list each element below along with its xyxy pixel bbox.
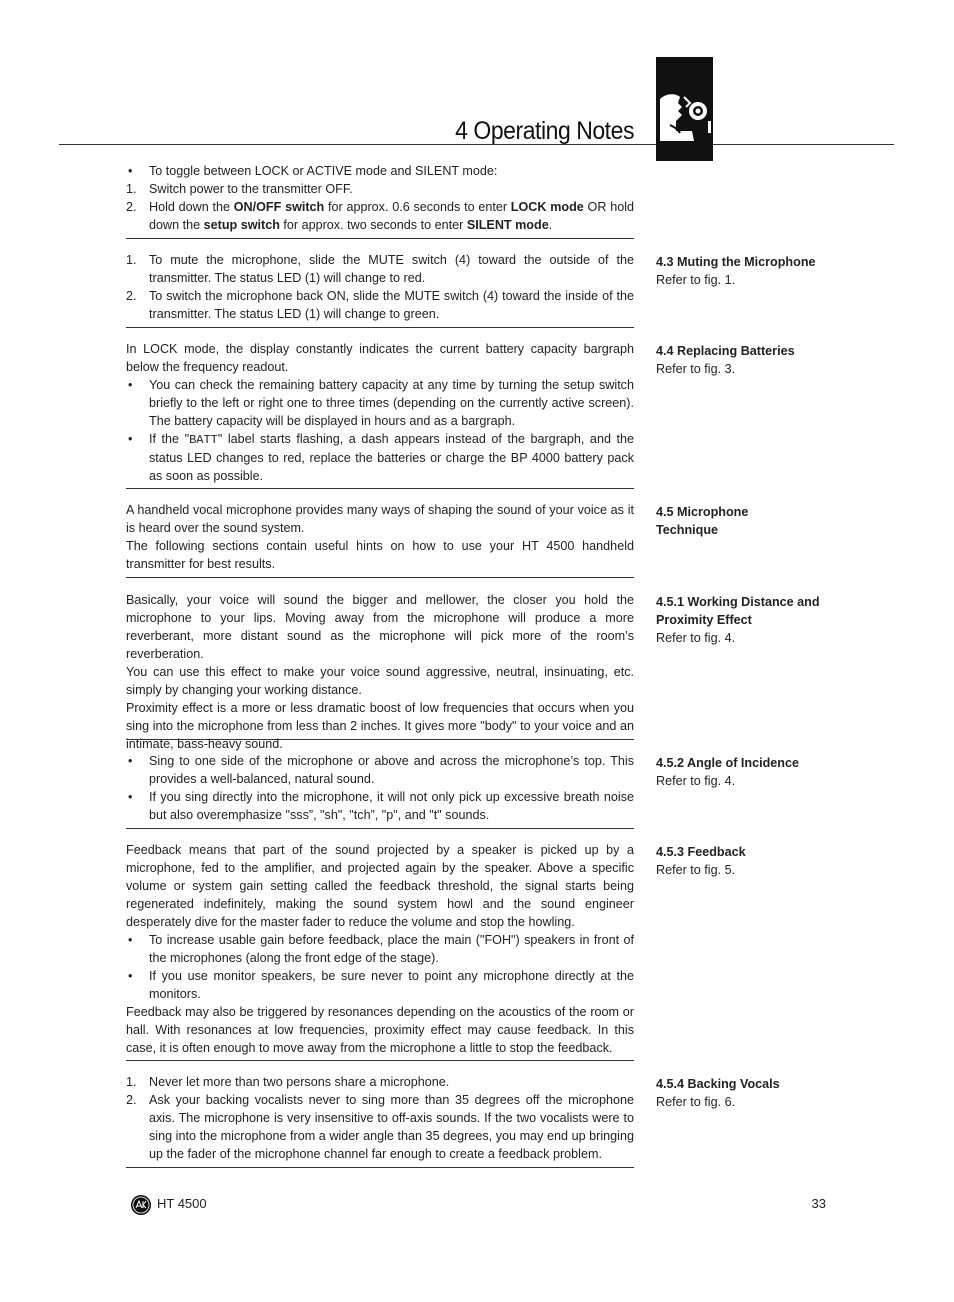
paragraph [126, 841, 634, 931]
paragraph [126, 287, 634, 323]
section-heading: 4.5.3 Feedback [656, 845, 746, 859]
figure-reference: Refer to fig. 1. [656, 273, 736, 287]
page-number: 33 [811, 1196, 826, 1211]
figure-reference: Refer to fig. 6. [656, 1095, 736, 1109]
section-technique [126, 501, 634, 578]
body-text: for approx. 0.6 seconds to enter [324, 200, 511, 214]
paragraph [126, 198, 634, 234]
section-lock-mode [126, 162, 634, 239]
list-number: 1. [126, 253, 137, 267]
side-feedback [656, 843, 856, 879]
paragraph [126, 340, 634, 376]
section-feedback [126, 841, 634, 1061]
list-number: 2. [126, 1093, 137, 1107]
body-text: If the " [149, 432, 190, 446]
body-text: To switch the microphone back ON, slide the MUTE switch (4) toward the inside of the transmitter. The status LED (1) will change to green. [149, 289, 634, 321]
section-backing [126, 1073, 634, 1168]
emphasis-text: LOCK mode [510, 200, 584, 214]
list-number: 1. [126, 182, 137, 196]
section-distance [126, 591, 634, 751]
section-muting [126, 251, 634, 328]
paragraph [126, 430, 634, 485]
bullet-marker: • [128, 378, 133, 392]
paragraph [126, 251, 634, 287]
section-batteries [126, 340, 634, 489]
body-text: To mute the microphone, slide the MUTE switch (4) toward the outside of the transmitter. The status LED (1) will change to red. [149, 253, 634, 285]
paragraph [126, 537, 634, 573]
body-text: Never let more than two persons share a microphone. [149, 1075, 450, 1089]
body-text: In LOCK mode, the display constantly indicates the current battery capacity bargraph below the frequency readout. [126, 342, 634, 374]
side-angle [656, 754, 856, 790]
paragraph [126, 501, 634, 537]
paragraph [126, 162, 634, 180]
section-heading: 4.3 Muting the Microphone [656, 255, 816, 269]
paragraph [126, 699, 634, 753]
side-muting [656, 253, 856, 289]
list-number: 2. [126, 289, 137, 303]
body-text: If you use monitor speakers, be sure never to point any microphone directly at the monitors. [149, 969, 634, 1001]
figure-reference: Refer to fig. 4. [656, 631, 736, 645]
body-text: Switch power to the transmitter OFF. [149, 182, 353, 196]
section-heading: 4.4 Replacing Batteries [656, 344, 795, 358]
akg-logo-icon [130, 1194, 152, 1216]
list-number: 1. [126, 1075, 137, 1089]
figure-reference: Refer to fig. 5. [656, 863, 736, 877]
bullet-marker: • [128, 933, 133, 947]
emphasis-text: SILENT mode [466, 218, 549, 232]
section-heading: 4.5.1 Working Distance and Proximity Effect [656, 595, 820, 627]
singer-with-microphone-icon [656, 57, 713, 161]
paragraph [126, 931, 634, 967]
chapter-title: 4 Operating Notes [455, 117, 634, 145]
body-text: Basically, your voice will sound the bigger and mellower, the closer you hold the microphone to your lips. Moving away from the microphone will produce a more reverberant, more distant sound as the microphone will pick more of the room’s reverberation. [126, 593, 634, 661]
paragraph [126, 663, 634, 699]
paragraph [126, 752, 634, 788]
body-text: . [548, 218, 553, 232]
body-text: You can use this effect to make your voice sound aggressive, neutral, insinuating, etc. simply by changing your working distance. [126, 665, 634, 697]
emphasis-text: ON/OFF switch [233, 200, 325, 214]
body-text: Ask your backing vocalists never to sing more than 35 degrees off the microphone axis. The microphone is very insensitive to off-axis sounds. If the two vocalists were to sing into the microphone from a wider angle than 35 degrees, you may end up bringing up the fader of the microphone channel far enough to create a feedback problem. [149, 1093, 634, 1161]
paragraph [126, 376, 634, 430]
body-text: A handheld vocal microphone provides many ways of shaping the sound of your voice as it is heard over the sound system. [126, 503, 634, 535]
body-text: BATT [189, 433, 218, 447]
body-text: The following sections contain useful hints on how to use your HT 4500 handheld transmitter for best results. [126, 539, 634, 571]
bullet-marker: • [128, 790, 133, 804]
body-text: Hold down the [149, 200, 234, 214]
paragraph [126, 1091, 634, 1163]
paragraph [126, 1073, 634, 1091]
figure-reference: Refer to fig. 3. [656, 362, 736, 376]
body-text: Sing to one side of the microphone or above and across the microphone’s top. This provides a well-balanced, natural sound. [149, 754, 634, 786]
body-text: Feedback may also be triggered by resonances depending on the acoustics of the room or hall. With resonances at low frequencies, proximity effect may cause feedback. In this case, it is often enough to move away from the microphone a little to stop the feedback. [126, 1005, 634, 1055]
body-text: To toggle between LOCK or ACTIVE mode and SILENT mode: [149, 164, 498, 178]
section-heading: 4.5 Microphone Technique [656, 505, 749, 537]
emphasis-text: setup switch [203, 218, 280, 232]
body-text: Feedback means that part of the sound projected by a speaker is picked up by a microphone, fed to the amplifier, and projected again by the speaker. Above a specific volume or system gain setting called the feedback threshold, the signal starts being regenerated indefinitely, making the sound system howl and the sound engineer desperately dive for the master fader to reduce the volume and stop the howling. [126, 843, 634, 929]
body-text: If you sing directly into the microphone, it will not only pick up excessive breath noise but also overemphasize "sss”, "sh", "tch”, "p", and "t" sounds. [149, 790, 634, 822]
paragraph [126, 788, 634, 824]
paragraph [126, 180, 634, 198]
bullet-marker: • [128, 754, 133, 768]
bullet-marker: • [128, 969, 133, 983]
side-batteries [656, 342, 856, 378]
body-text: You can check the remaining battery capacity at any time by turning the setup switch briefly to the left or right one to three times (depending on the currently active screen). The battery capacity will be displayed in hours and as a bargraph. [149, 378, 634, 428]
body-text: OR hold down the [149, 200, 634, 232]
paragraph [126, 967, 634, 1003]
figure-reference: Refer to fig. 4. [656, 774, 736, 788]
section-heading: 4.5.4 Backing Vocals [656, 1077, 780, 1091]
list-number: 2. [126, 200, 137, 214]
side-backing [656, 1075, 856, 1111]
body-text: To increase usable gain before feedback, place the main ("FOH") speakers in front of the microphones (along the front edge of the stage). [149, 933, 634, 965]
body-text: for approx. two seconds to enter [279, 218, 467, 232]
side-distance [656, 593, 856, 647]
paragraph [126, 591, 634, 663]
body-text: " label starts flashing, a dash appears instead of the bargraph, and the status LED changes to red, replace the batteries or charge the BP 4000 battery pack as soon as possible. [149, 432, 634, 483]
paragraph [126, 1003, 634, 1057]
bullet-marker: • [128, 432, 133, 446]
side-technique [656, 503, 856, 539]
bullet-marker: • [128, 164, 133, 178]
section-angle [126, 752, 634, 829]
section-heading: 4.5.2 Angle of Incidence [656, 756, 800, 770]
body-text: Proximity effect is a more or less dramatic boost of low frequencies that occurs when you sing into the microphone from less than 2 inches. It gives more "body" to your voice and an intimate, bass-heavy sound. [126, 701, 634, 751]
footer-model: HT 4500 [157, 1196, 207, 1211]
